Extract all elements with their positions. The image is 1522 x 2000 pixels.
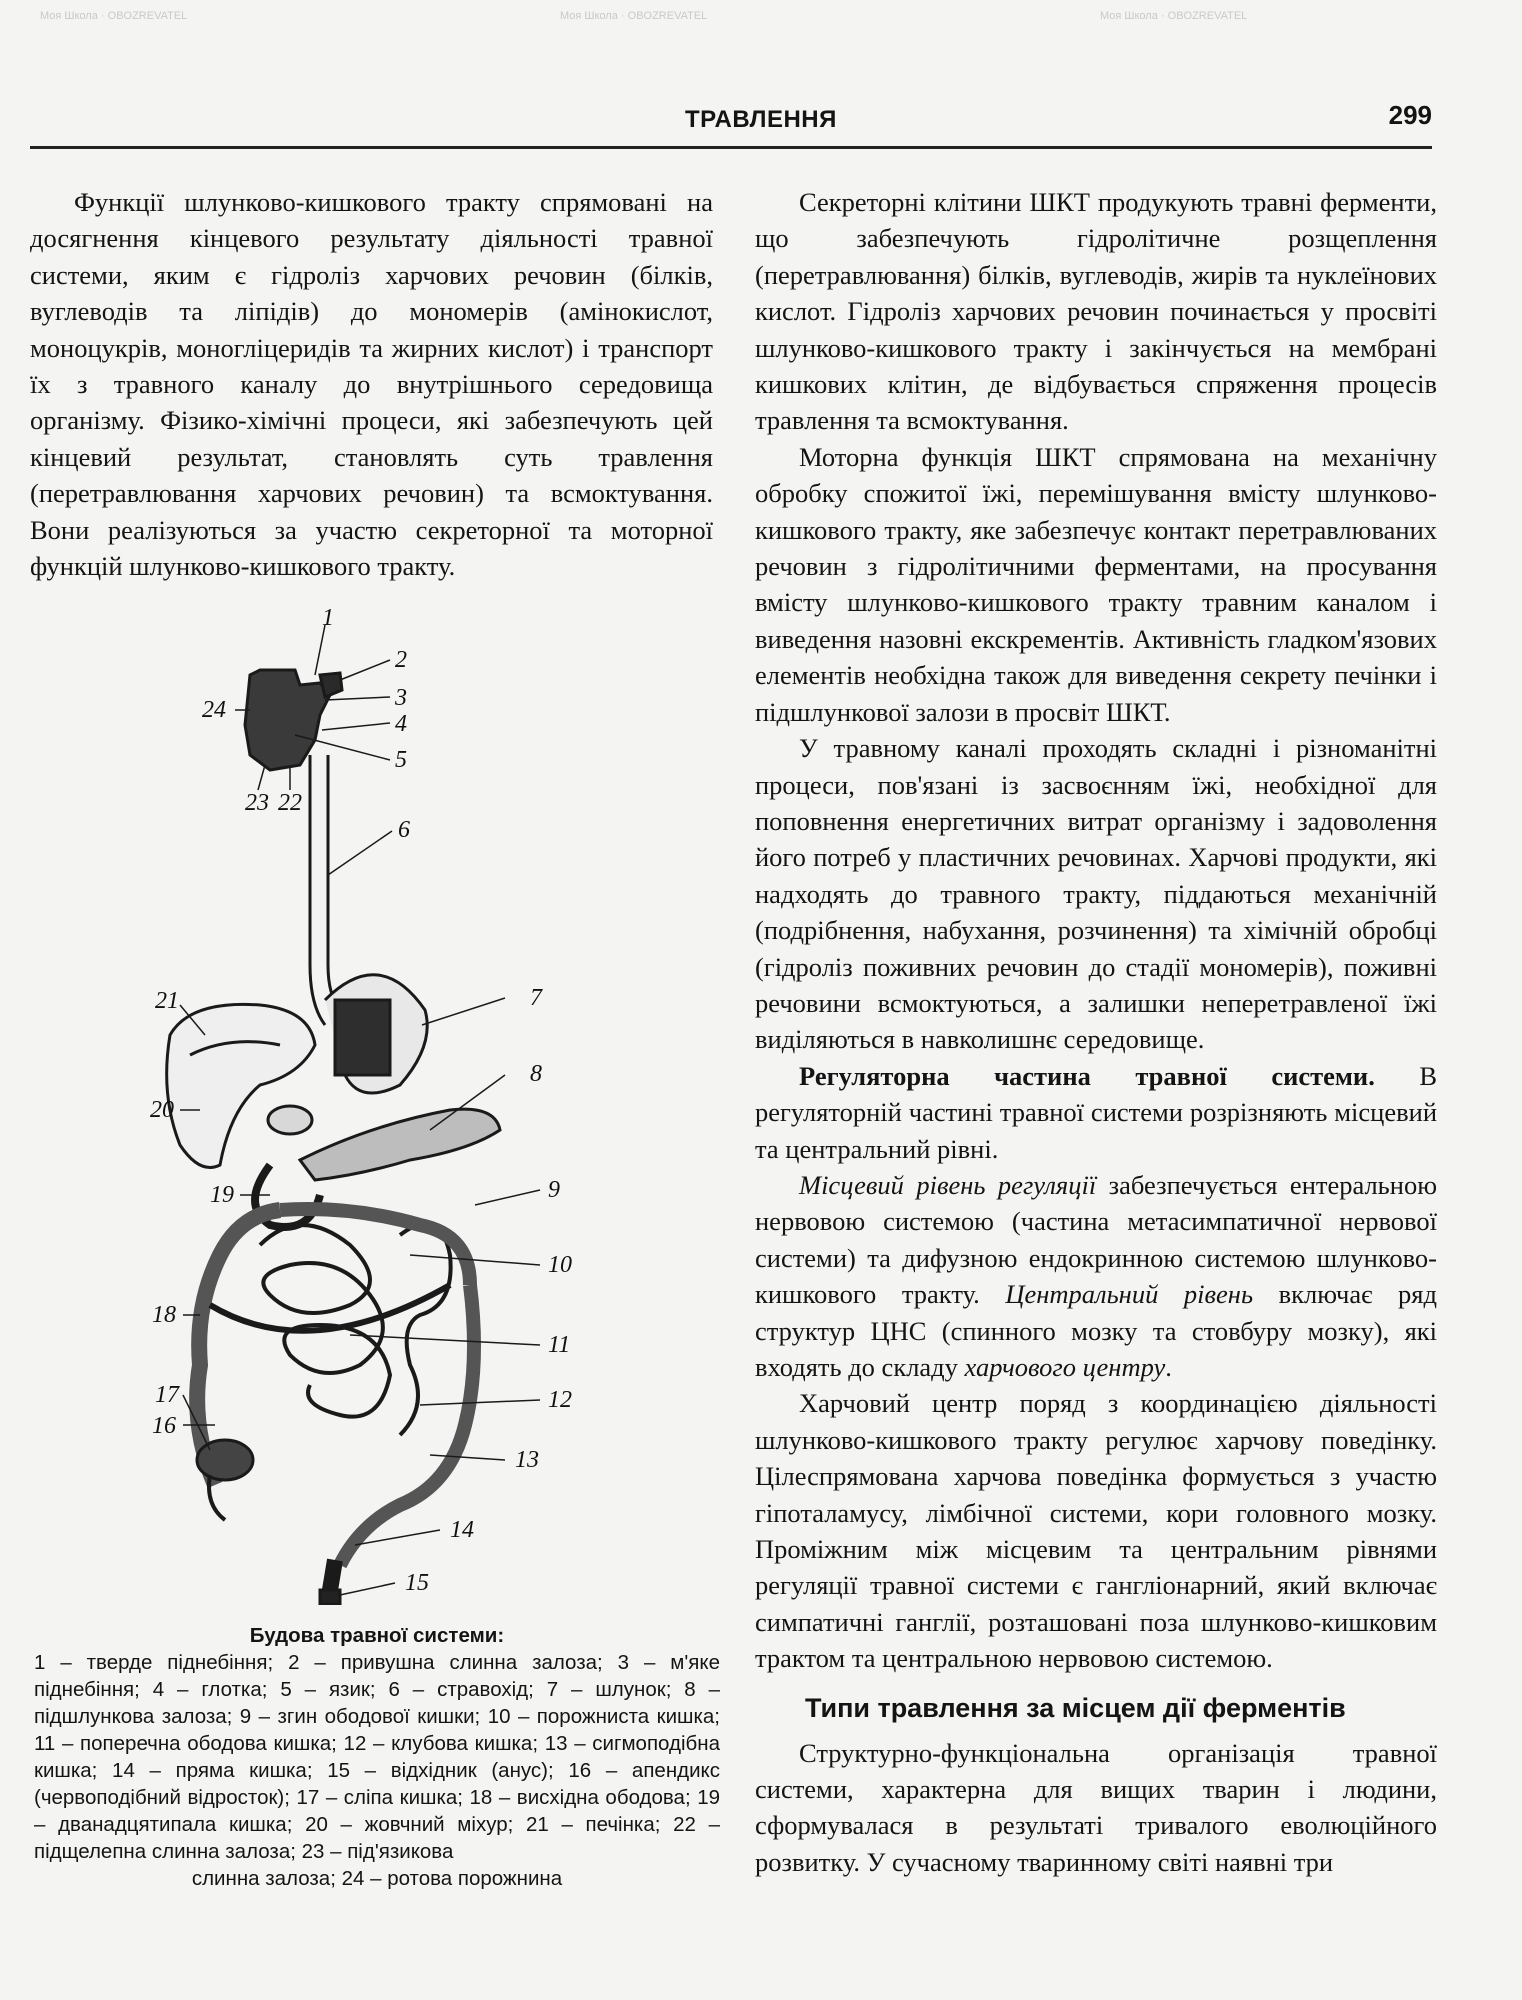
label-21: 21	[155, 988, 179, 1014]
label-3: 3	[395, 685, 407, 711]
page-header	[30, 100, 1432, 149]
label-6: 6	[398, 817, 410, 843]
label-13: 13	[515, 1447, 539, 1473]
local-level-term: Місцевий рівень регуляції	[799, 1169, 1097, 1200]
label-8: 8	[530, 1061, 542, 1087]
watermark: Моя Школа · OBOZREVATEL	[1100, 10, 1248, 22]
label-11: 11	[548, 1332, 571, 1358]
caption-last-line: слинна залоза; 24 – ротова порожнина	[191, 1867, 563, 1890]
regulatory-part-heading: Регуляторна частина травної системи.	[799, 1060, 1375, 1091]
label-5: 5	[395, 747, 407, 773]
label-10: 10	[548, 1252, 572, 1278]
right-paragraph-7: Структурно-функціональна організація травної системи, характерна для вищих тварин і людини, сформувалася в результаті тривалого еволюційного розвитку. У сучасному тваринному світі наявні три	[755, 1737, 1437, 1877]
right-paragraph-3: У травному каналі проходять складні і різноманітні процеси, пов'язані із засвоєнням їжі, необхідної для поповнення енергетичних витрат організму і задоволення його потреб у пластичних речовинах. Харчові продукти, які надходять до травного тракту, піддаються механічній (подрібнення, набухання, розчинення) та хімічній обробці (гідроліз поживних речовин до стадії мономерів), поживні речовини всмоктуються, а залишки неперетравленої їжі виділяються в навколишнє середовище.	[755, 733, 1437, 1055]
label-23: 23	[245, 790, 269, 816]
digestive-system-illustration	[150, 605, 610, 1605]
right-column	[755, 184, 1437, 1880]
label-16: 16	[152, 1413, 176, 1439]
caption-body: 1 – тверде піднебіння; 2 – привушна слинна залоза; 3 – м'яке піднебіння; 4 – глотка; 5 – язик; 6 – стравохід; 7 – шлунок; 8 – підшлункова залоза; 9 – згин ободової кишки; 10 – порожниста кишка; 11 – поперечна ободова кишка; 12 – клубова кишка; 13 – сигмоподібна кишка; 14 – пряма кишка; 15 – відхідник (анус); 16 – апендикс (червоподібний відросток); 17 – сліпа кишка; 18 – висхідна ободова; 19 – дванадцятипала кишка; 20 – жовчний міхур; 21 – печінка; 22 – підщелепна слинна залоза; 23 – під'язикова	[34, 1651, 720, 1863]
caption-title: Будова травної системи:	[249, 1624, 505, 1647]
label-15: 15	[405, 1570, 429, 1596]
label-18: 18	[152, 1302, 176, 1328]
digestion-types-heading: Типи травлення за місцем дії ферментів	[805, 1692, 1346, 1723]
label-4: 4	[395, 711, 407, 737]
label-14: 14	[450, 1517, 474, 1543]
label-24: 24	[202, 697, 226, 723]
watermark: Моя Школа · OBOZREVATEL	[560, 10, 708, 22]
local-level-text: забезпечується ентеральною нервовою системою (частина метасимпатичної нервової системи) та дифузною ендокринною системою шлунково-кишкового тракту.	[755, 1169, 1437, 1310]
right-paragraph-1: Секреторні клітини ШКТ продукують травні ферменти, що забезпечують гідролітичне розщеплення (перетравлювання) білків, вуглеводів, жирів та нуклеїнових кислот. Гідроліз харчових речовин починається у просвіті шлунково-кишкового тракту і закінчується на мембрані кишкових клітин, де відбувається спряження процесів травлення та всмоктування.	[755, 187, 1437, 436]
right-paragraph-2: Моторна функція ШКТ спрямована на механічну обробку спожитої їжі, перемішування вмісту шлунково-кишкового тракту, яке забезпечує контакт перетравлюваних речовин з гідролітичними ферментами, на просування вмісту шлунково-кишкового тракту травним каналом і виведення назовні екскрементів. Активність гладком'язових елементів необхідна також для виведення секрету печінки і підшлункової залози в просвіт ШКТ.	[755, 441, 1437, 727]
label-1: 1	[322, 605, 334, 631]
left-column	[30, 184, 713, 584]
label-2: 2	[395, 647, 407, 673]
label-9: 9	[548, 1177, 560, 1203]
figure-caption	[34, 1622, 720, 1892]
label-17: 17	[155, 1382, 179, 1408]
left-paragraph-1: Функції шлунково-кишкового тракту спрямовані на досягнення кінцевого результату діяльності травної системи, яким є гідроліз харчових речовин (білків, вуглеводів та ліпідів) до мономерів (амінокислот, моноцукрів, моногліцеридів та жирних кислот) і транспорт їх з травного каналу до внутрішнього середовища організму. Фізико-хімічні процеси, які забезпечують цей кінцевий результат, становлять суть травлення (перетравлювання харчових речовин) та всмоктування. Вони реалізуються за участю секреторної та моторної функцій шлунково-кишкового тракту.	[30, 187, 713, 582]
label-7: 7	[530, 985, 542, 1011]
label-12: 12	[548, 1387, 572, 1413]
central-level-term: Центральний рівень	[1005, 1279, 1253, 1310]
right-paragraph-6: Харчовий центр поряд з координацією діяльності шлунково-кишкового тракту регулює харчову поведінку. Цілеспрямована харчова поведінка формується з участю гіпоталамусу, лімбічної системи, кори головного мозку. Проміжним між місцевим та центральним рівнями регуляції травної системи є гангліонарний, який включає симпатичні ганглії, розташовані поза шлунково-кишковим трактом та центральною нервовою системою.	[755, 1388, 1437, 1674]
regulatory-part-text: В регуляторній частині травної системи розрізняють місцевий та центральний рівні.	[755, 1060, 1437, 1164]
right-paragraph-4	[755, 1058, 1437, 1167]
paragraph-end-dot: .	[1165, 1352, 1172, 1382]
label-20: 20	[150, 1097, 174, 1123]
watermark: Моя Школа · OBOZREVATEL	[40, 10, 188, 22]
digestive-system-figure	[150, 605, 610, 1605]
label-19: 19	[210, 1182, 234, 1208]
food-center-term: харчового центру	[964, 1352, 1166, 1382]
right-paragraph-5	[755, 1167, 1437, 1385]
section-title: ТРАВЛЕННЯ	[685, 106, 837, 133]
label-22: 22	[278, 790, 302, 816]
central-level-text: включає ряд структур ЦНС (спинного мозку та стовбуру мозку), які входять до складу	[755, 1279, 1437, 1382]
page-number: 299	[1388, 100, 1432, 130]
